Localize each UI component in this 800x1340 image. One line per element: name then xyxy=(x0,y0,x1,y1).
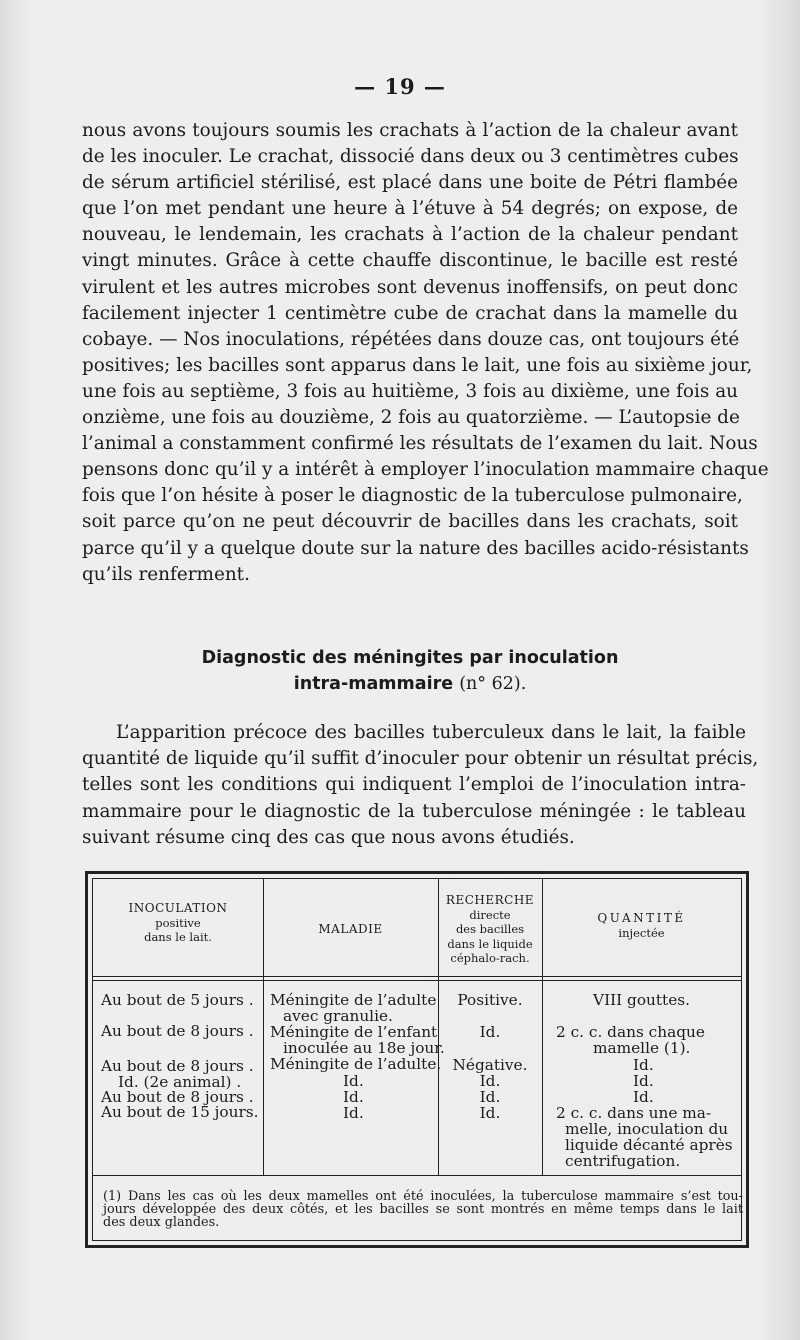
cell-quantite: centrifugation. xyxy=(565,1152,681,1170)
section-reference: (n° 62). xyxy=(459,674,527,694)
cell-maladie: Id. xyxy=(343,1104,364,1122)
cell-inoculation: Id. (2e animal) . xyxy=(118,1073,242,1091)
footnote-separator xyxy=(93,1175,741,1176)
table-footnote xyxy=(103,1190,743,1229)
text-line: parce qu’il y a quelque doute sur la nature des bacilles acido-résistants xyxy=(82,537,749,559)
cell-maladie: Méningite de l’enfant xyxy=(270,1023,438,1041)
cell-inoculation: Au bout de 15 jours. xyxy=(101,1103,259,1121)
text-line: telles sont les conditions qui indiquent l’emploi de l’inoculation intra- xyxy=(82,774,746,796)
cell-quantite: mamelle (1). xyxy=(593,1039,691,1057)
text-line: cobaye. — Nos inoculations, répétées dans douze cas, ont toujours été xyxy=(82,328,740,350)
header-text: injectée xyxy=(618,925,665,940)
text-line: facilement injecter 1 centimètre cube de crachat dans la mamelle du xyxy=(82,302,738,324)
paragraph-2 xyxy=(82,720,759,851)
text-line: de les inoculer. Le crachat, dissocié dans deux ou 3 centimètres cubes xyxy=(82,146,739,168)
cell-recherche: Id. xyxy=(479,1023,501,1041)
header-maladie xyxy=(263,922,438,937)
cell-quantite: Id. xyxy=(633,1056,654,1074)
cell-inoculation: Au bout de 8 jours . xyxy=(101,1088,254,1106)
cell-quantite: 2 c. c. dans chaque xyxy=(556,1023,705,1041)
header-text: dans le liquide xyxy=(447,936,533,951)
cell-inoculation: Au bout de 8 jours . xyxy=(101,1057,254,1075)
paragraph-1 xyxy=(82,118,769,588)
text-line: suivant résume cinq des cas que nous avons étudiés. xyxy=(82,826,575,848)
section-heading: Diagnostic des méningites par inoculation xyxy=(201,648,619,668)
header-quantite xyxy=(542,911,741,940)
text-line: L’apparition précoce des bacilles tuberculeux dans le lait, la faible xyxy=(116,722,746,743)
text-line: de sérum artificiel stérilisé, est placé dans une boite de Pétri flambée xyxy=(82,172,738,194)
header-separator xyxy=(93,976,741,977)
cell-maladie: Méningite de l’adulte xyxy=(270,991,437,1009)
header-text: positive xyxy=(155,915,201,930)
table-inner-border xyxy=(92,878,742,1241)
text-line: vingt minutes. Grâce à cette chauffe discontinue, le bacille est resté xyxy=(82,250,738,272)
cell-maladie: Id. xyxy=(343,1088,364,1106)
cell-quantite: Id. xyxy=(633,1088,654,1106)
cell-quantite: liquide décanté après xyxy=(565,1136,733,1154)
cell-quantite: VIII gouttes. xyxy=(593,991,690,1009)
header-text: INOCULATION xyxy=(128,901,228,915)
header-text: dans le lait. xyxy=(144,930,212,944)
text-line: onzième, une fois au douzième, 2 fois au quatorzième. — L’autopsie de xyxy=(82,407,740,429)
cell-recherche: Id. xyxy=(479,1072,501,1090)
text-line: l’animal a constamment confirmé les résultats de l’examen du lait. Nous xyxy=(82,433,758,455)
text-line: qu’ils renferment. xyxy=(82,563,250,585)
cell-maladie: Id. xyxy=(343,1072,364,1090)
cell-maladie: inoculée au 18e jour. xyxy=(283,1039,445,1057)
header-inoculation xyxy=(93,901,263,945)
footnote-line: (1) Dans les cas où les deux mamelles ont été inoculées, la tuberculose mammaire s’est tou- xyxy=(103,1189,743,1204)
header-text: céphalo-rach. xyxy=(450,951,530,965)
text-line: une fois au septième, 3 fois au huitième, 3 fois au dixième, une fois au xyxy=(82,380,738,402)
header-text: MALADIE xyxy=(318,922,383,936)
page-number: — 19 — xyxy=(354,74,446,99)
text-line: nous avons toujours soumis les crachats à l’action de la chaleur avant xyxy=(82,120,738,141)
header-recherche xyxy=(438,893,542,966)
text-line: soit parce qu’on ne peut découvrir de bacilles dans les crachats, soit xyxy=(82,511,738,533)
text-line: positives; les bacilles sont apparus dans le lait, une fois au sixième jour, xyxy=(82,354,753,376)
header-text: QUANTITÉ xyxy=(597,911,686,925)
text-line: quantité de liquide qu’il suffit d’inoculer pour obtenir un résultat précis, xyxy=(82,748,759,770)
footnote-line: jours développée des deux côtés, et les bacilles se sont montrés en même temps dans le lait xyxy=(103,1202,743,1217)
cell-maladie: Méningite de l’adulte. xyxy=(270,1055,442,1073)
text-line: nouveau, le lendemain, les crachats à l’action de la chaleur pendant xyxy=(82,224,738,246)
footnote-line: des deux glandes. xyxy=(103,1215,220,1230)
header-text: des bacilles xyxy=(455,922,525,936)
section-heading-line-2 xyxy=(82,671,738,697)
cell-inoculation: Au bout de 5 jours . xyxy=(101,991,254,1009)
cell-quantite: 2 c. c. dans une ma- xyxy=(556,1104,712,1122)
cell-recherche: Id. xyxy=(479,1104,501,1122)
cell-inoculation: Au bout de 8 jours . xyxy=(101,1022,254,1040)
header-separator xyxy=(93,980,741,981)
results-table xyxy=(85,871,749,1248)
cell-quantite: Id. xyxy=(633,1072,654,1090)
text-line: mammaire pour le diagnostic de la tuberculose méningée : le tableau xyxy=(82,800,746,822)
header-text: directe xyxy=(469,907,511,922)
header-text: RECHERCHE xyxy=(445,893,535,907)
cell-recherche: Positive. xyxy=(457,991,523,1009)
text-line: virulent et les autres microbes sont devenus inoffensifs, on peut donc xyxy=(82,276,738,298)
text-line: fois que l’on hésite à poser le diagnostic de la tuberculose pulmonaire, xyxy=(82,485,743,507)
text-line: pensons donc qu’il y a intérêt à employer l’inoculation mammaire chaque xyxy=(82,459,769,481)
text-line: que l’on met pendant une heure à l’étuve à 54 degrés; on expose, de xyxy=(82,198,738,220)
cell-quantite: melle, inoculation du xyxy=(565,1120,729,1138)
section-heading-text: intra-mammaire xyxy=(293,674,454,694)
cell-maladie: avec granulie. xyxy=(283,1007,393,1025)
cell-recherche: Id. xyxy=(479,1088,501,1106)
cell-recherche: Négative. xyxy=(452,1056,528,1074)
